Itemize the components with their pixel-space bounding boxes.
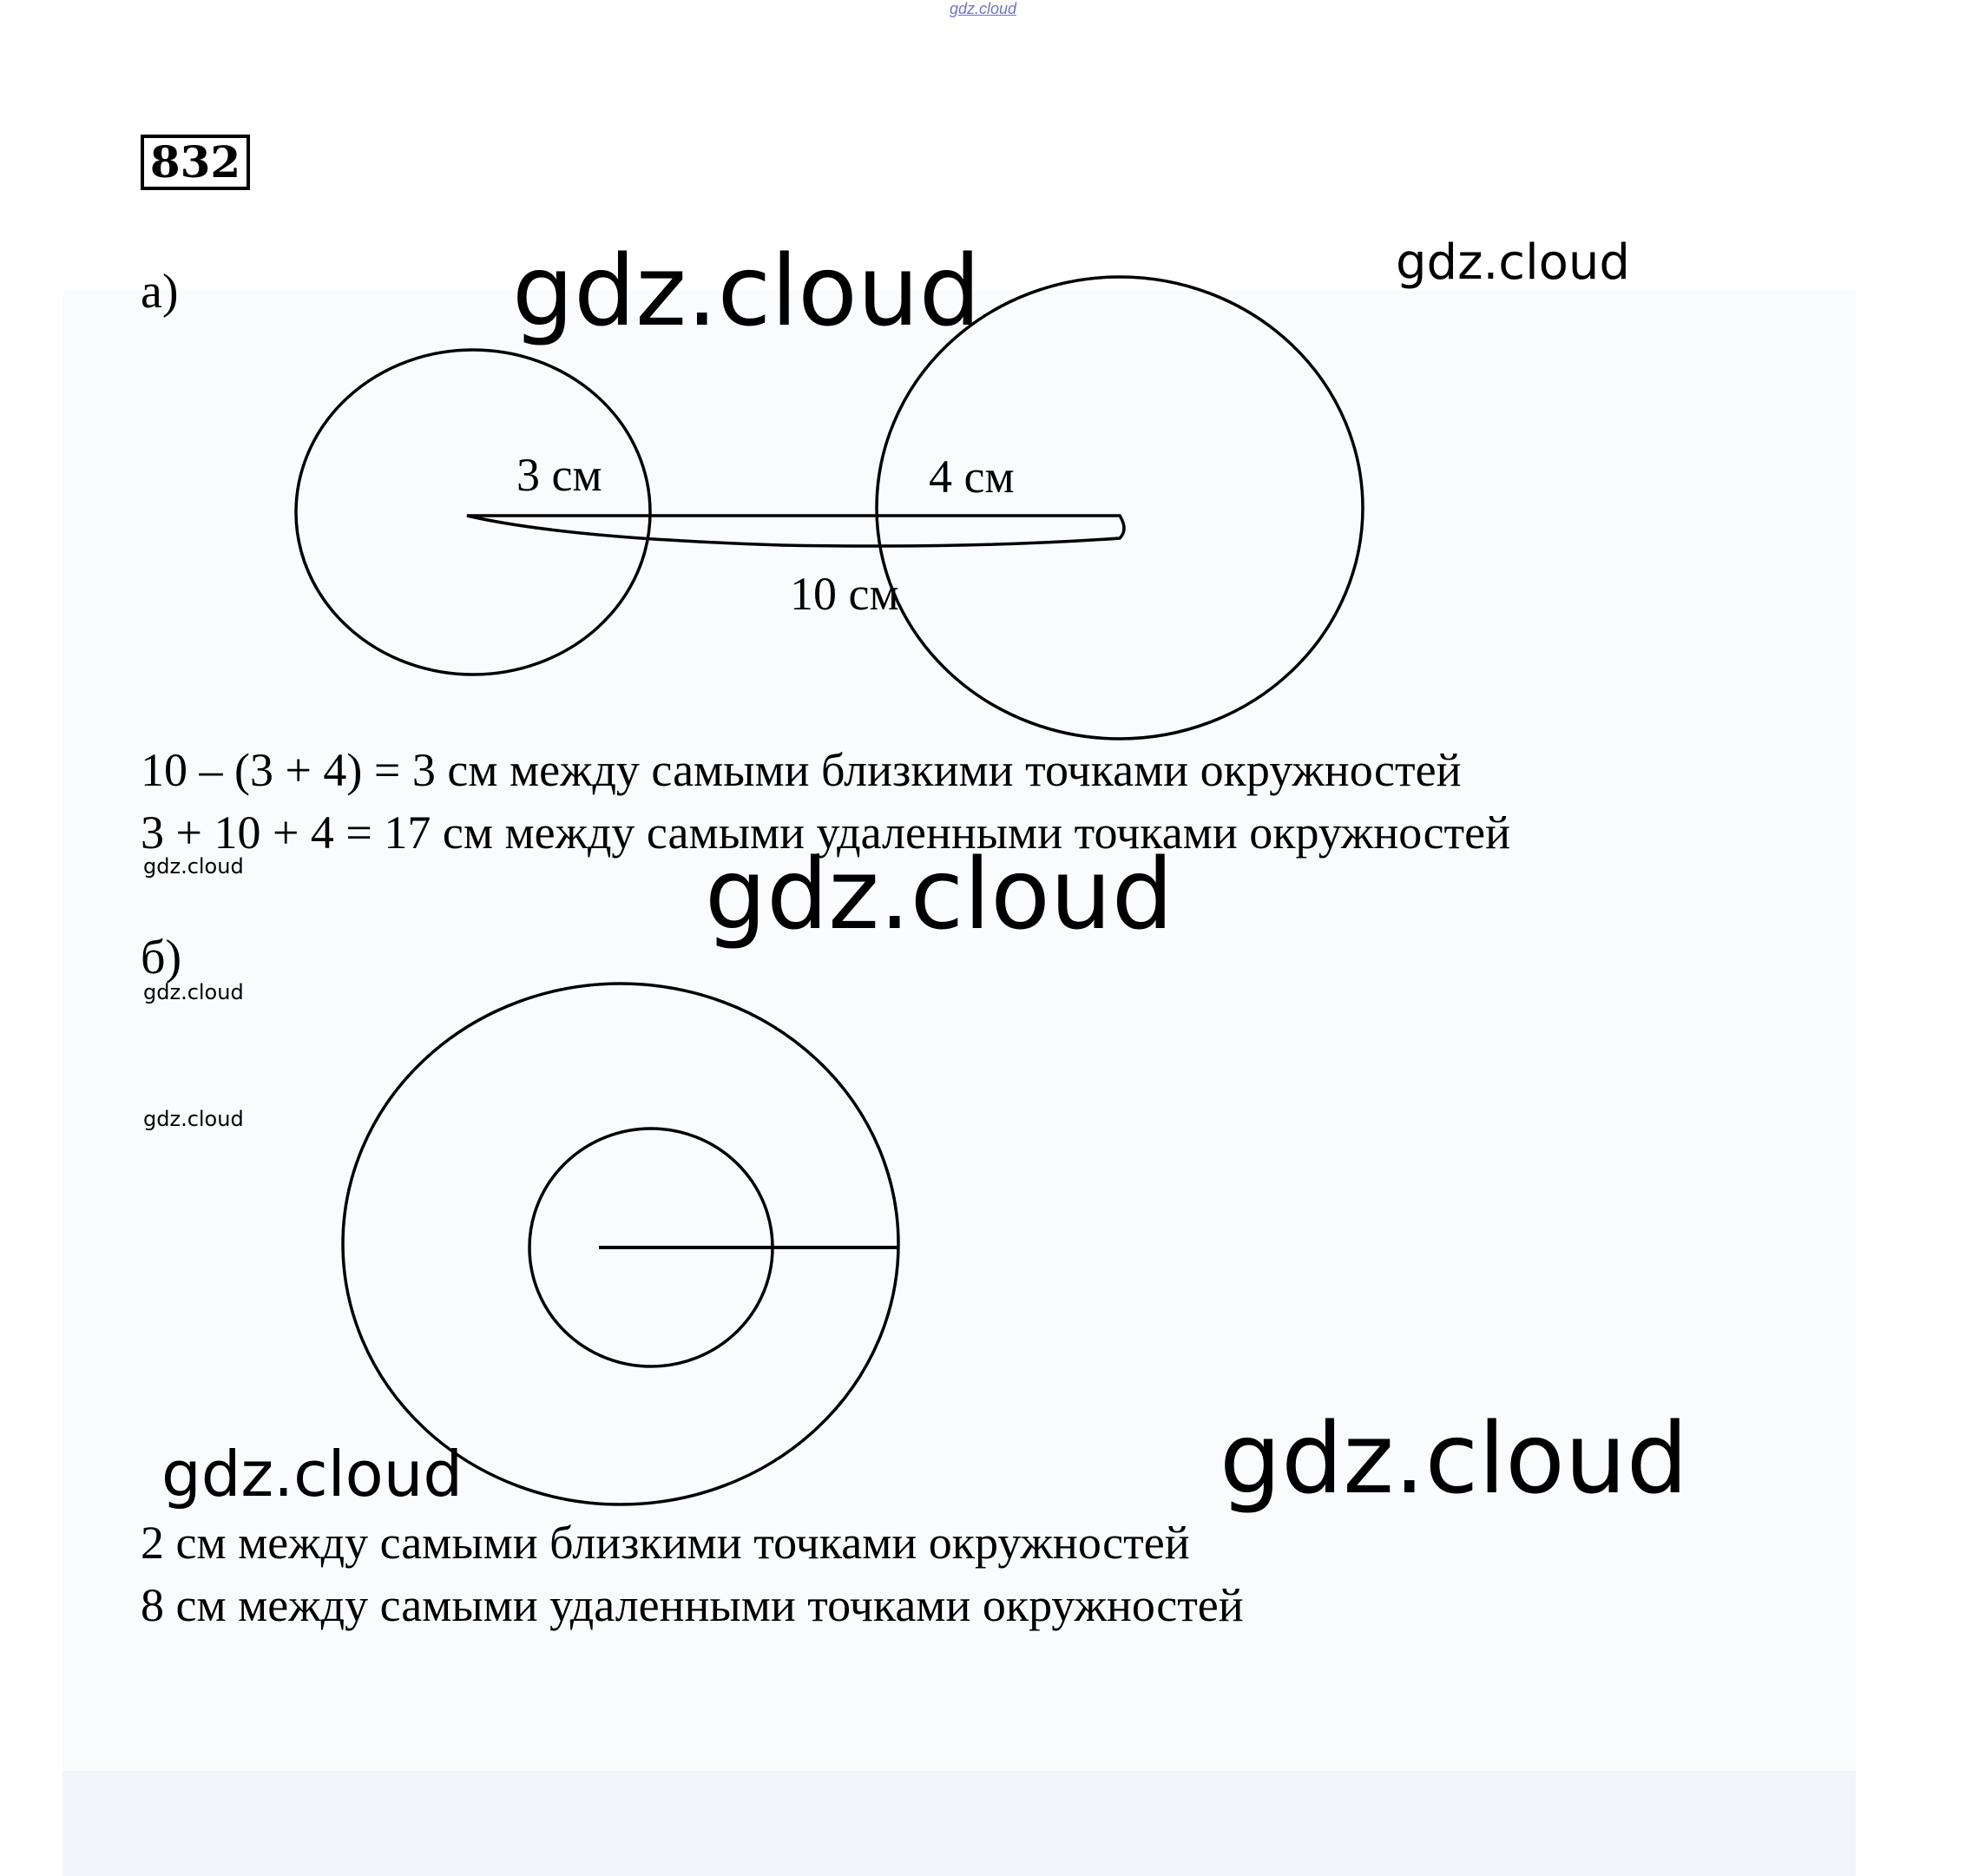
small-circle-a <box>296 350 650 675</box>
watermark-big-middle: gdz.cloud <box>705 839 1174 951</box>
watermark-small-2: gdz.cloud <box>143 980 244 1004</box>
radius-label-4cm: 4 см <box>929 451 1015 503</box>
watermark-small-3: gdz.cloud <box>143 1107 244 1131</box>
watermark-top-right: gdz.cloud <box>1396 234 1630 291</box>
part-a-label: а) <box>141 265 179 319</box>
part-a-line-1: 10 – (3 + 4) = 3 см между самыми близкими точками окружностей <box>141 744 1462 796</box>
header-watermark: gdz.cloud <box>949 0 1017 17</box>
problem-number-badge: 832 <box>141 135 250 190</box>
watermark-big-top: gdz.cloud <box>512 235 981 348</box>
radius-label-3cm: 3 см <box>516 449 602 501</box>
part-b-label: б) <box>141 931 182 984</box>
center-distance-line <box>467 516 1124 546</box>
part-b-line-1: 2 см между самыми близкими точками окружностей <box>141 1517 1190 1569</box>
watermark-small-1: gdz.cloud <box>143 854 244 879</box>
distance-label-10cm: 10 см <box>790 568 899 620</box>
watermark-bottom-left: gdz.cloud <box>161 1438 464 1511</box>
part-b-line-2: 8 см между самыми удаленными точками окружностей <box>141 1579 1244 1631</box>
part-a-line-2: 3 + 10 + 4 = 17 см между самыми удаленными точками окружностей <box>141 806 1511 859</box>
outer-circle-b <box>343 984 898 1504</box>
watermark-big-bottom-right: gdz.cloud <box>1220 1403 1688 1516</box>
